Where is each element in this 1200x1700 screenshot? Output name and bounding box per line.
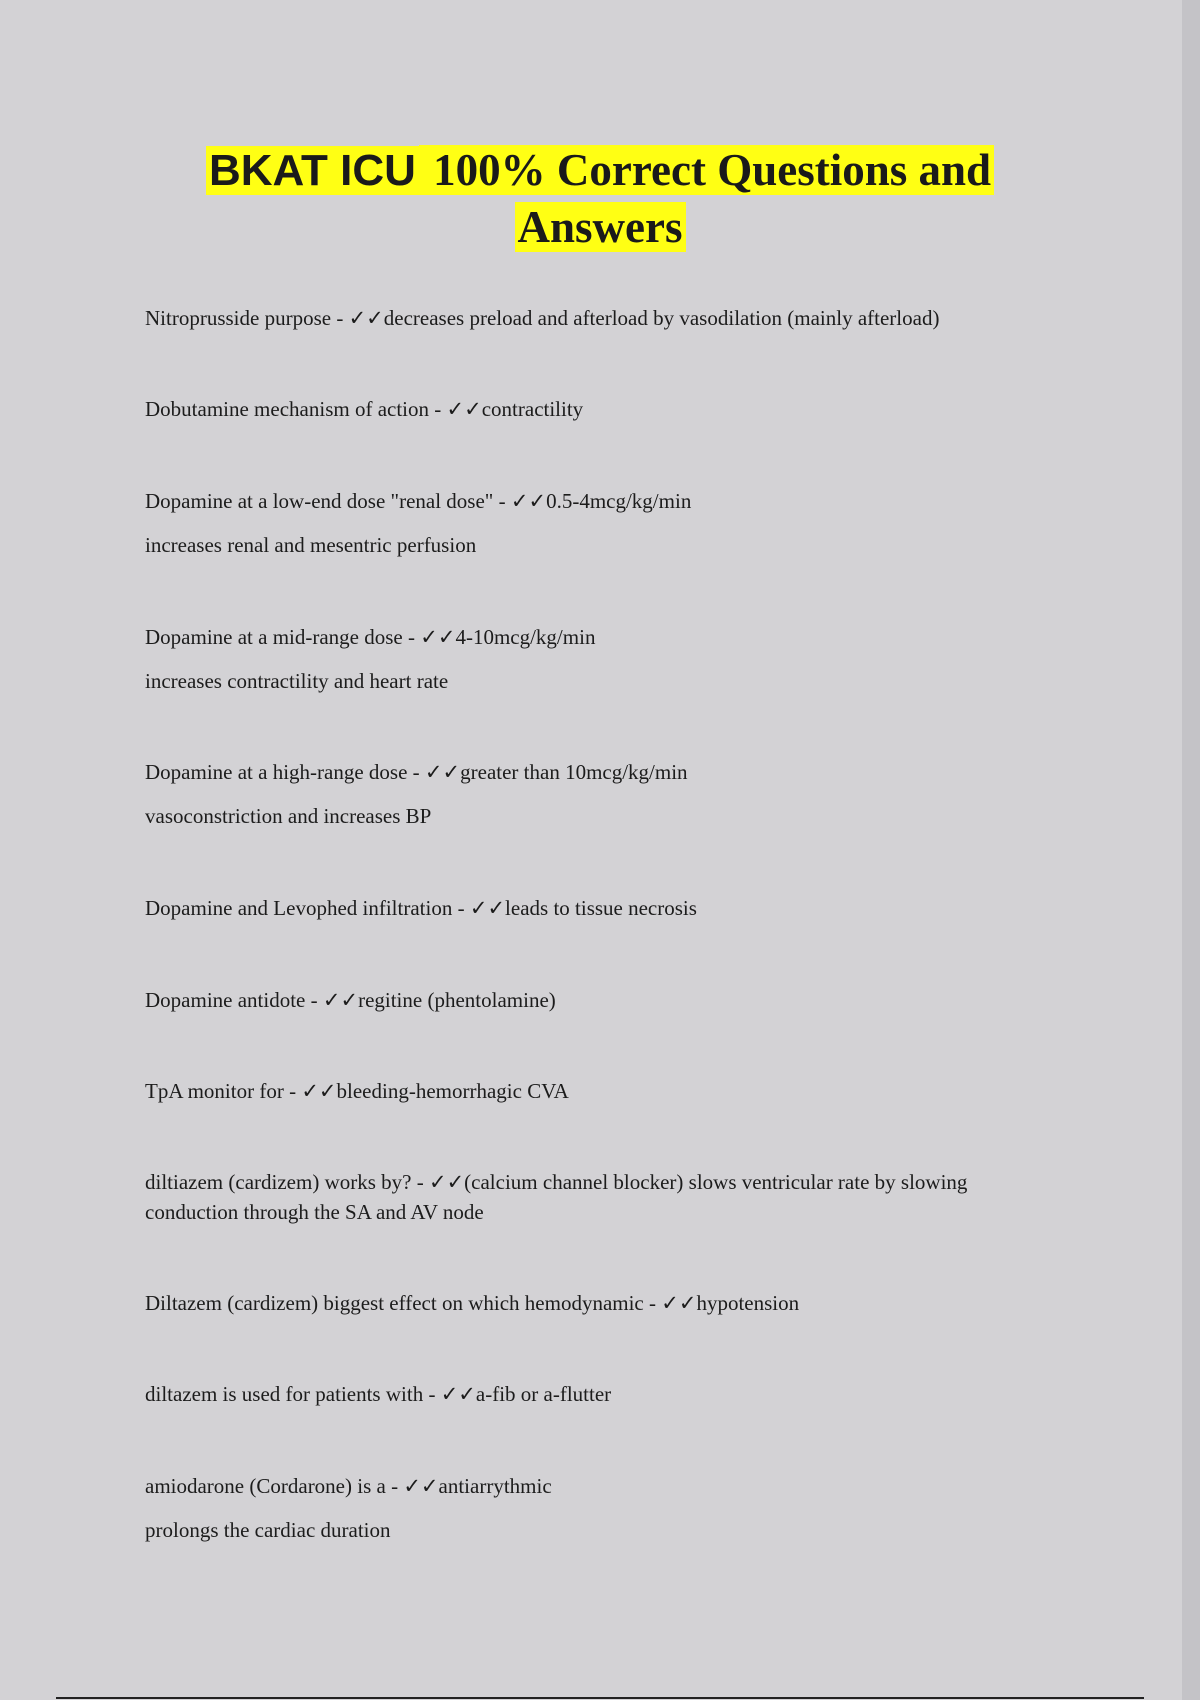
qa-extra: increases contractility and heart rate	[145, 669, 449, 693]
check-icon: ✓✓	[424, 760, 461, 784]
check-icon: ✓✓	[322, 988, 359, 1012]
qa-item	[145, 303, 1025, 333]
check-icon: ✓✓	[469, 896, 506, 920]
check-icon: ✓✓	[440, 1382, 476, 1406]
qa-extra: increases renal and mesentric perfusion	[145, 533, 477, 557]
qa-item	[145, 394, 1025, 424]
qa-answer: decreases preload and afterload by vasodilation (mainly afterload)	[383, 306, 940, 330]
qa-question: Diltazem (cardizem) biggest effect on which hemodynamic	[145, 1291, 644, 1315]
qa-question: TpA monitor for	[145, 1079, 284, 1103]
qa-question: Dopamine at a mid-range dose	[145, 625, 403, 649]
check-icon: ✓✓	[661, 1291, 697, 1315]
qa-item	[145, 757, 1025, 831]
qa-answer: a-fib or a-flutter	[475, 1382, 612, 1406]
qa-question: Nitroprusside purpose	[145, 306, 332, 330]
qa-answer: regitine (phentolamine)	[358, 988, 556, 1012]
document-title	[0, 142, 1200, 256]
qa-answer: 4-10mcg/kg/min	[455, 625, 596, 649]
qa-question: amiodarone (Cordarone) is a	[145, 1474, 386, 1498]
check-icon: ✓✓	[301, 1079, 337, 1103]
qa-answer: greater than 10mcg/kg/min	[460, 760, 688, 784]
qa-separator: -	[305, 988, 323, 1012]
qa-question: Dopamine at a low-end dose "renal dose"	[145, 489, 494, 513]
title-line-2-text: Answers	[515, 202, 686, 252]
qa-item	[145, 1167, 1025, 1227]
qa-extra: vasoconstriction and increases BP	[145, 804, 432, 828]
qa-item	[145, 985, 1025, 1015]
title-line-2	[0, 199, 1200, 256]
qa-separator: -	[429, 397, 447, 421]
qa-question: Dopamine and Levophed infiltration	[145, 896, 453, 920]
qa-separator: -	[452, 896, 470, 920]
qa-separator: -	[385, 1474, 404, 1498]
qa-separator: -	[643, 1291, 662, 1315]
qa-answer: bleeding-hemorrhagic CVA	[336, 1079, 569, 1103]
qa-separator: -	[402, 625, 421, 649]
qa-item	[145, 622, 1025, 696]
qa-answer: 0.5-4mcg/kg/min	[546, 489, 692, 513]
check-icon: ✓✓	[510, 489, 547, 513]
title-part-sans: BKAT ICU	[206, 146, 419, 195]
check-icon: ✓✓	[348, 306, 384, 330]
check-icon: ✓✓	[420, 625, 456, 649]
check-icon: ✓✓	[446, 397, 482, 421]
title-part-serif	[419, 145, 994, 195]
qa-question: diltazem is used for patients with	[145, 1382, 424, 1406]
qa-item	[145, 1076, 1025, 1106]
qa-separator: -	[283, 1079, 302, 1103]
qa-item	[145, 1379, 1025, 1409]
qa-extra: prolongs the cardiac duration	[145, 1518, 391, 1542]
qa-separator: -	[407, 760, 425, 784]
qa-item	[145, 893, 1025, 923]
qa-question: Dopamine antidote	[145, 988, 306, 1012]
title-part-serif-text: 100% Correct Questions and	[433, 145, 992, 195]
qa-item	[145, 1288, 1025, 1318]
title-line-1	[0, 142, 1200, 199]
qa-separator: -	[423, 1382, 441, 1406]
qa-question: Dobutamine mechanism of action	[145, 397, 430, 421]
qa-answer: contractility	[481, 397, 584, 421]
qa-question: Dopamine at a high-range dose	[145, 760, 408, 784]
qa-answer: antiarrythmic	[438, 1474, 552, 1498]
qa-separator: -	[411, 1170, 429, 1194]
qa-item	[145, 486, 1025, 560]
check-icon: ✓✓	[428, 1170, 465, 1194]
page-bottom-rule	[56, 1697, 1144, 1699]
qa-separator: -	[493, 489, 511, 513]
qa-separator: -	[331, 306, 349, 330]
qa-answer: hypotension	[696, 1291, 800, 1315]
qa-question: diltiazem (cardizem) works by?	[145, 1170, 412, 1194]
qa-answer: leads to tissue necrosis	[505, 896, 697, 920]
qa-item	[145, 1471, 1025, 1545]
check-icon: ✓✓	[403, 1474, 439, 1498]
qa-answer: (calcium channel blocker) slows ventricular rate by slowing conduction through the SA and AV node	[145, 1170, 968, 1224]
